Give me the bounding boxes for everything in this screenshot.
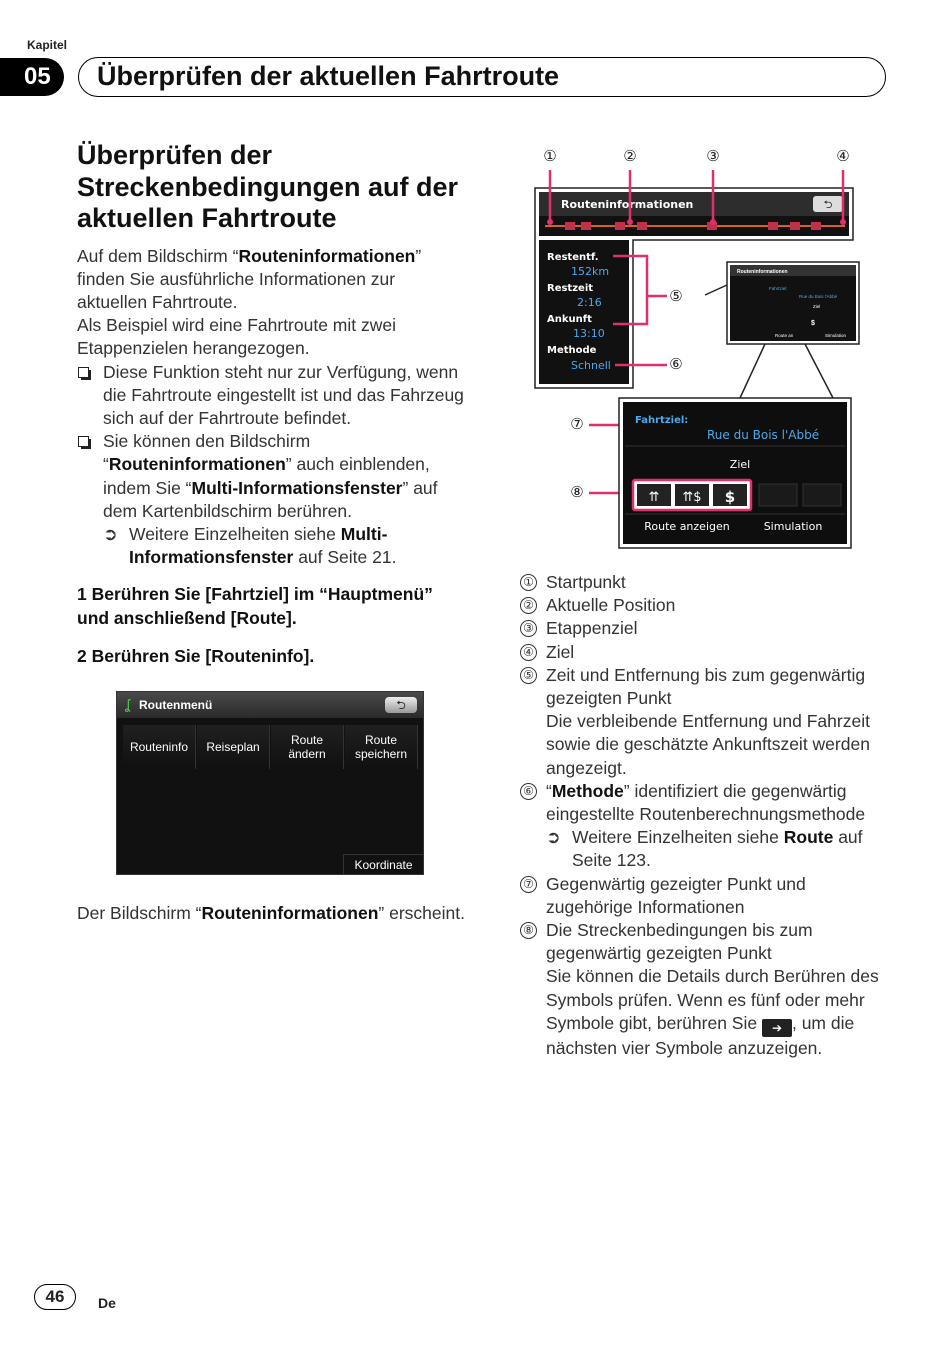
- arrow-right-icon: ➲: [103, 523, 118, 544]
- page-number: 46: [34, 1284, 76, 1310]
- legend-item: ⑦ Gegenwärtig gezeigter Punkt und zugehörige Informationen: [520, 873, 890, 919]
- svg-text:$: $: [811, 320, 815, 327]
- callout-1: ①: [543, 147, 557, 165]
- left-column: [77, 140, 467, 668]
- svg-text:⇈$: ⇈$: [682, 490, 702, 505]
- svg-text:Rue du Bois l'Abbé: Rue du Bois l'Abbé: [799, 294, 838, 299]
- svg-text:Restentf.: Restentf.: [547, 252, 599, 263]
- legend-item: ⑧ Die Streckenbedingungen bis zum gegenwärtig gezeigten Punkt Sie können die Details durch Berühren des Symbols prüfen. Wenn es fünf oder mehr Symbole gibt, berühren Sie ➔ , um die nächsten vier Symbole anzuzeigen.: [520, 919, 890, 1060]
- svg-text:13:10: 13:10: [573, 327, 605, 340]
- route-speichern-button[interactable]: Route speichern: [345, 725, 418, 769]
- result-text: [77, 902, 467, 925]
- section-title: Überprüfen der Streckenbedingungen auf der aktuellen Fahrtroute: [77, 140, 459, 233]
- svg-text:Rue du Bois l'Abbé: Rue du Bois l'Abbé: [707, 428, 820, 442]
- chapter-label: Kapitel: [27, 38, 68, 52]
- legend-item: ⑤ Zeit und Entfernung bis zum gegenwärtig gezeigten Punkt Die verbleibende Entfernung und Fahrzeit sowie die geschätzte Ankunftszeit werden angezeigt.: [520, 664, 890, 780]
- callout-7: ⑦: [570, 415, 584, 433]
- intro-paragraph: Auf dem Bildschirm “Routeninformationen” finden Sie ausführliche Informationen zur aktuellen Fahrtroute.: [77, 245, 422, 312]
- screen-title: Routeninformationen: [561, 198, 694, 211]
- legend-item: ① Startpunkt: [520, 571, 890, 594]
- chapter-title-bar: Überprüfen der aktuellen Fahrtroute: [78, 57, 886, 97]
- cross-reference: ➲ Weitere Einzelheiten siehe Route auf Seite 123.: [546, 827, 863, 871]
- menu-title-bar: Routenmenü: [117, 692, 423, 718]
- route-info-figure: [515, 140, 895, 560]
- svg-text:152km: 152km: [571, 265, 610, 278]
- svg-text:$: $: [724, 488, 736, 506]
- legend-list: [520, 571, 890, 1060]
- callout-5: ⑤: [669, 287, 683, 305]
- svg-text:Simulation: Simulation: [763, 520, 823, 533]
- svg-text:Route an: Route an: [775, 333, 794, 338]
- svg-text:Routeninformationen: Routeninformationen: [737, 269, 788, 275]
- legend-item: ② Aktuelle Position: [520, 594, 890, 617]
- result-paragraph: Der Bildschirm “Routeninformationen” erscheint.: [77, 903, 465, 923]
- language-code: De: [98, 1295, 116, 1311]
- cross-reference: ➲ Weitere Einzelheiten siehe Multi-Informationsfenster auf Seite 21.: [103, 523, 397, 568]
- callout-6: ⑥: [669, 355, 683, 373]
- svg-text:Simulation: Simulation: [825, 333, 847, 338]
- route-menu-screenshot: [116, 691, 424, 875]
- svg-text:Ankunft: Ankunft: [547, 314, 592, 325]
- svg-text:Ziel: Ziel: [729, 458, 751, 471]
- svg-text:Fahrtziel:: Fahrtziel:: [769, 286, 788, 291]
- svg-text:Restzeit: Restzeit: [547, 283, 594, 294]
- svg-text:Route anzeigen: Route anzeigen: [644, 520, 730, 533]
- legend-item: ④ Ziel: [520, 641, 890, 664]
- callout-3: ③: [706, 147, 720, 165]
- chapter-number-badge: 05: [0, 58, 64, 96]
- svg-text:Methode: Methode: [547, 345, 597, 356]
- svg-text:⮌: ⮌: [823, 199, 833, 211]
- arrow-right-icon: ➲: [546, 827, 561, 848]
- svg-text:Schnell: Schnell: [571, 359, 611, 372]
- reiseplan-button[interactable]: Reiseplan: [197, 725, 270, 769]
- legend-item: ⑥ “Methode” identifiziert die gegenwärtig eingestellte Routenberechnungsmethode: [520, 780, 890, 826]
- svg-text:⇈: ⇈: [648, 490, 660, 505]
- note-box-icon: [78, 436, 89, 447]
- callout-8: ⑧: [570, 483, 584, 501]
- intro-paragraph-2: Als Beispiel wird eine Fahrtroute mit zwei Etappenzielen herangezogen.: [77, 315, 397, 359]
- step-1: 1 Berühren Sie [Fahrtziel] im “Hauptmenü” und anschließend [Route].: [77, 584, 433, 628]
- step-2: 2 Berühren Sie [Routeninfo].: [77, 645, 315, 666]
- route-aendern-button[interactable]: Route ändern: [271, 725, 344, 769]
- route-icon: ʆ: [125, 696, 130, 712]
- next-arrow-icon: ➔: [762, 1019, 792, 1037]
- callout-2: ②: [623, 147, 637, 165]
- koordinate-button[interactable]: Koordinate: [343, 854, 423, 874]
- note-box-icon: [78, 367, 89, 378]
- note-item: Diese Funktion steht nur zur Verfügung, wenn die Fahrtroute eingestellt ist und das Fahrzeug sich auf der Fahrtroute befindet.: [77, 361, 467, 431]
- legend-item: ③ Etappenziel: [520, 617, 890, 640]
- svg-text:Fahrtziel:: Fahrtziel:: [635, 415, 689, 426]
- svg-text:2:16: 2:16: [577, 296, 602, 309]
- callout-4: ④: [836, 147, 850, 165]
- routeinfo-button[interactable]: Routeninfo: [123, 725, 196, 769]
- svg-text:Ziel: Ziel: [813, 304, 821, 309]
- back-button[interactable]: ⮌: [385, 697, 417, 713]
- note-item: Sie können den Bildschirm “Routeninformationen” auch einblenden, indem Sie “Multi-Informationsfenster” auf dem Kartenbildschirm berühren.: [77, 430, 467, 523]
